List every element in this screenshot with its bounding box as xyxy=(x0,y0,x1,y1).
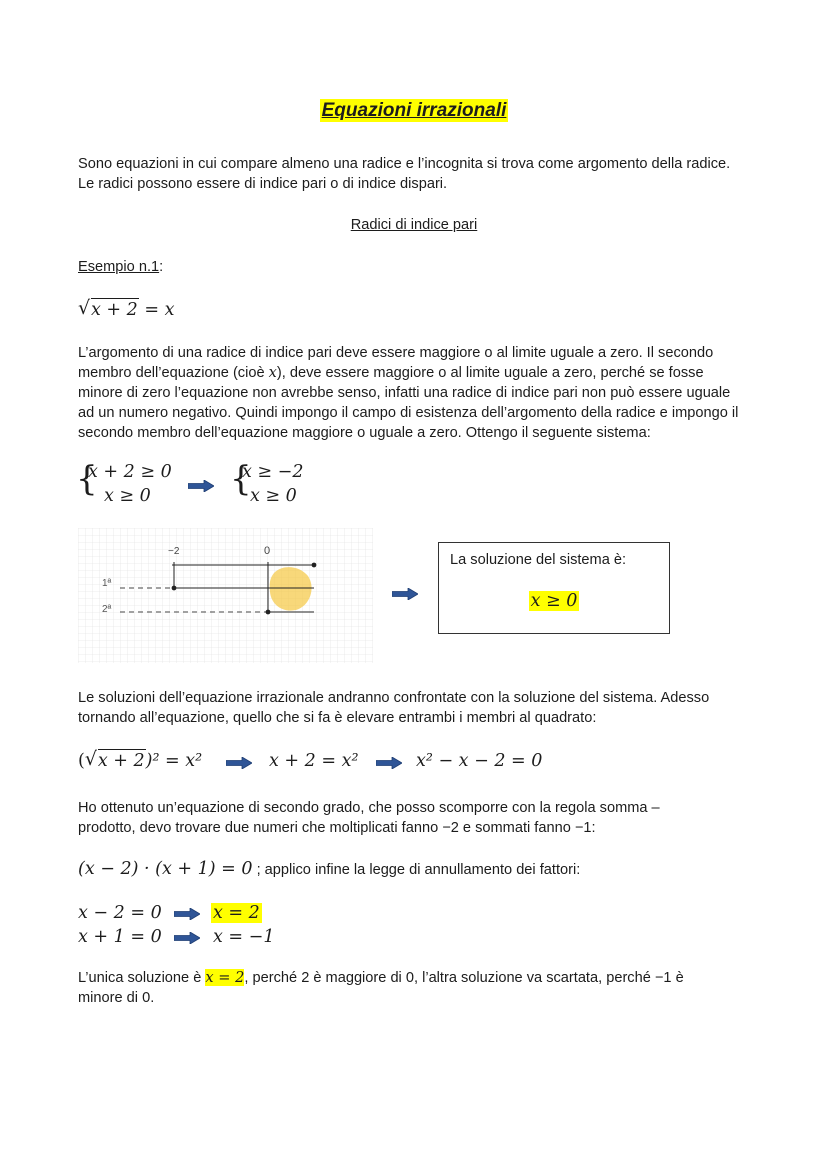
section-heading xyxy=(0,215,828,235)
sqrt-symbol: √ x + 2 xyxy=(84,748,145,771)
root-1-solution-wrap xyxy=(211,901,262,925)
example-label-colon: : xyxy=(159,259,164,275)
page-title xyxy=(0,100,828,122)
system-row-2: x ≥ 0 xyxy=(104,486,151,506)
chain-step-2: x + 2 = x² xyxy=(269,751,359,771)
arrow-icon xyxy=(174,908,200,920)
intro-paragraph: Sono equazioni in cui compare almeno una radice e l’incognita si trova come argomento della radice. Le radici possono essere di indice pari o di indice dispari. xyxy=(78,156,731,192)
paragraph-factoring: Ho ottenuto un’equazione di secondo grado, che posso scomporre con la regola somma – prodotto, devo trovare due numeri che moltiplicati fanno −2 e sommati fanno −1: xyxy=(78,800,660,836)
arrow-icon xyxy=(376,757,402,769)
chain-step-1-rest: )² = x² xyxy=(145,751,203,771)
root-1-equation: x − 2 = 0 xyxy=(78,903,162,923)
solution-box-value: x ≥ 0 xyxy=(530,591,578,611)
conclusion-solution: x = 2 xyxy=(205,969,245,986)
factored-equation: (x − 2) · (x + 1) = 0 xyxy=(78,859,253,879)
system-brace: { xyxy=(230,459,252,499)
sketch-tick-zero: 0 xyxy=(264,545,271,557)
squaring-chain xyxy=(78,749,202,773)
paragraph-domain xyxy=(78,343,748,443)
sqrt-symbol: √ x + 2 xyxy=(78,297,138,320)
chain-step-3: x² − x − 2 = 0 xyxy=(416,751,543,771)
equation-1 xyxy=(78,298,174,322)
example-label xyxy=(78,257,163,277)
system-row-2: x ≥ 0 xyxy=(250,486,297,506)
sketch-row2-label: 2ª xyxy=(102,604,112,615)
section-heading-text: Radici di indice pari xyxy=(350,217,478,233)
arrow-icon xyxy=(392,588,418,600)
arrow-icon xyxy=(226,757,252,769)
root-2-solution: x = −1 xyxy=(213,927,275,947)
page-title-text: Equazioni irrazionali xyxy=(321,100,507,121)
paragraph-domain-part-b: ), deve essere maggiore o al limite uguale a zero, perché se fosse minore di zero l’equazione non avrebbe senso, infatti una radice di indice pari non può essere uguale ad un numero negativo. Quindi impongo il campo di esistenza dell’argomento della radice e impongo il secondo membro dell’equazione maggiore o uguale a zero. Ottengo il seguente sistema: xyxy=(78,365,739,441)
solution-sketch xyxy=(78,528,373,663)
root-2-equation: x + 1 = 0 xyxy=(78,927,162,947)
chain-open-paren: ( xyxy=(78,751,85,771)
paragraph-domain-part-a: L’argomento di una radice di indice pari deve essere maggiore o al limite uguale a zero. Il secondo membro dell’equazione (cioè xyxy=(78,345,714,381)
root-1-solution: x = 2 xyxy=(213,903,260,923)
paragraph-domain-var: x xyxy=(268,364,277,381)
solution-box-label: La soluzione del sistema è: xyxy=(450,552,627,568)
conclusion-paragraph xyxy=(78,968,728,1008)
system-brace: { xyxy=(76,459,98,499)
system-row-1: x ≥ −2 xyxy=(242,462,304,482)
sketch-drawing xyxy=(78,528,373,663)
conclusion-part-b: , perché 2 è maggiore di 0, l’altra soluzione va scartata, perché −1 è minore di 0. xyxy=(78,970,684,1006)
system-row-1: x + 2 ≥ 0 xyxy=(88,462,172,482)
example-label-text: Esempio n.1 xyxy=(78,259,160,275)
arrow-icon xyxy=(174,932,200,944)
factored-text: ; applico infine la legge di annullamento dei fattori: xyxy=(252,862,581,878)
solution-box xyxy=(438,542,670,634)
sketch-row1-label: 1ª xyxy=(102,578,112,589)
paragraph-compare: Le soluzioni dell’equazione irrazionale andranno confrontate con la soluzione del sistema. Adesso tornando all’equazione, quello che si fa è elevare entrambi i membri al quadrato: xyxy=(78,690,710,726)
factored-line xyxy=(78,857,580,881)
arrow-icon xyxy=(188,480,214,492)
conclusion-part-a: L’unica soluzione è xyxy=(78,970,206,986)
sketch-tick-minus2: −2 xyxy=(168,546,180,557)
solution-box-value-wrap xyxy=(439,589,669,613)
equation-1-rhs: = x xyxy=(144,300,175,320)
